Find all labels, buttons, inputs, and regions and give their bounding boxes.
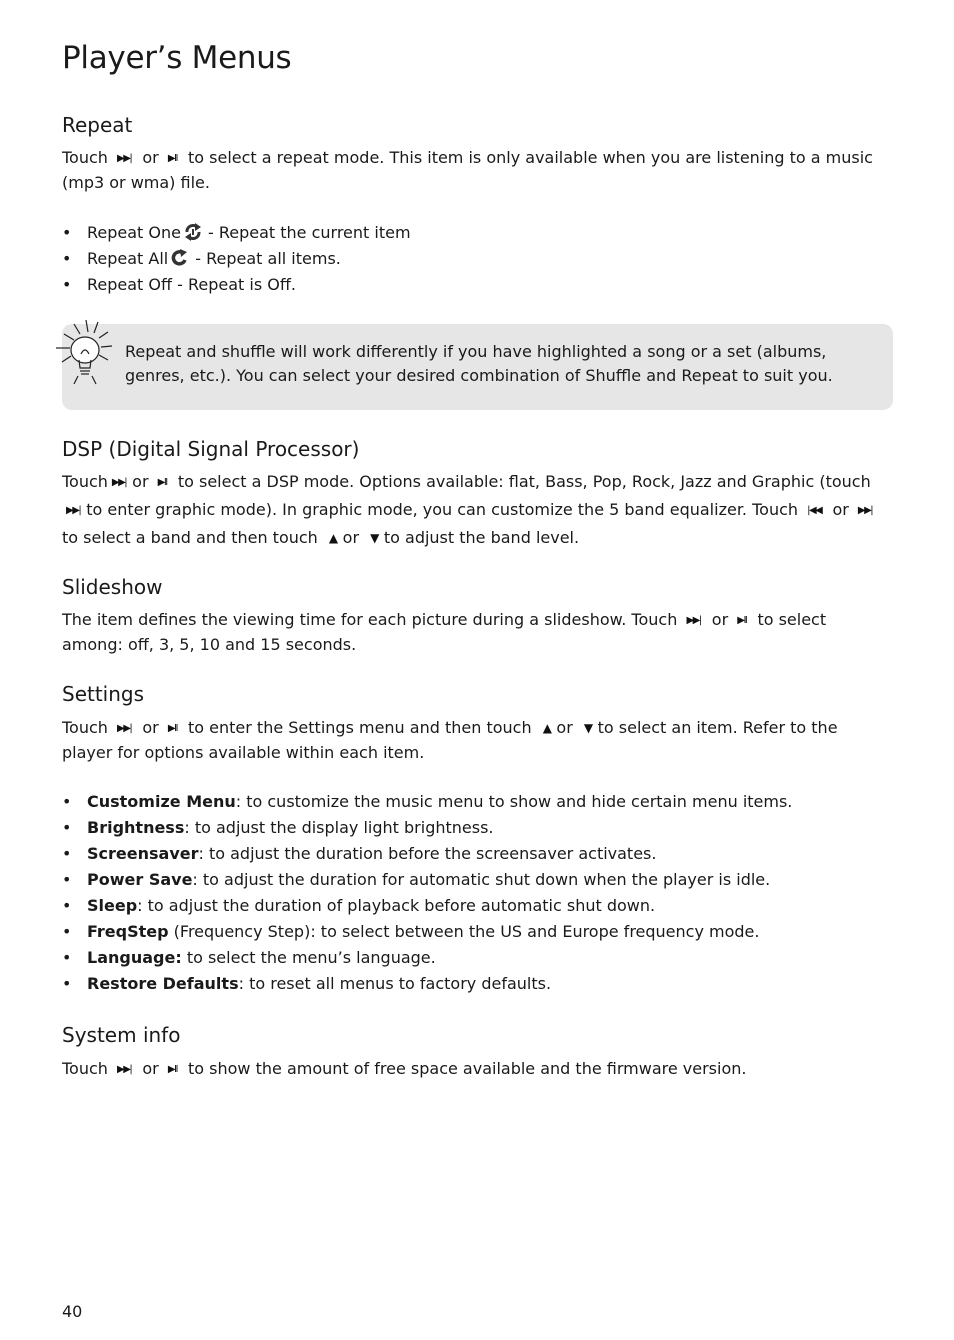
lightbulb-icon	[52, 316, 122, 386]
bullet: •	[62, 974, 72, 993]
next-icon: ▶▶|	[686, 615, 701, 626]
tip-box	[62, 324, 893, 410]
dsp-text: Touch ▶▶| or ▶II to select a DSP mode. Options available: flat, Bass, Pop, Rock, Jazz and Graphic (touch▶▶| to enter graphic mode). In graphic mode, you can customize the 5 band equalizer. Touch |◀◀ or ▶▶| to select a band and then touch ▲ or ▼ to adjust the band level.	[62, 468, 882, 552]
system-info-text: Touch ▶▶| or ▶II to show the amount of free space available and the firmware version.	[62, 1057, 882, 1082]
bullet: •	[62, 792, 72, 811]
list-item: • Repeat Off - Repeat is Off.	[62, 272, 892, 298]
list-item: • Screensaver: to adjust the duration before the screensaver activates.	[62, 841, 892, 867]
bullet: •	[62, 896, 72, 915]
list-item: • Repeat All - Repeat all items.	[62, 246, 892, 272]
slideshow-heading: Slideshow	[62, 575, 163, 599]
bullet: •	[62, 249, 72, 268]
slideshow-text: The item defines the viewing time for each picture during a slideshow. Touch ▶▶| or ▶II to select among: off, 3, 5, 10 and 15 seconds.	[62, 610, 827, 654]
list-item: • Brightness: to adjust the display light brightness.	[62, 815, 892, 841]
next-icon: ▶▶|	[117, 153, 132, 164]
next-icon: ▶▶|	[66, 505, 81, 516]
bullet: •	[62, 223, 72, 242]
down-arrow-icon: ▼	[583, 721, 592, 735]
previous-icon: |◀◀	[807, 505, 822, 516]
list-item: • Power Save: to adjust the duration for automatic shut down when the player is idle.	[62, 867, 892, 893]
play-pause-icon: ▶II	[167, 1064, 177, 1075]
bullet: •	[62, 948, 72, 967]
repeat-intro: Touch ▶▶| or ▶II to select a repeat mode. This item is only available when you are listening to a music (mp3 or wma) file.	[62, 148, 873, 192]
list-item: • Restore Defaults: to reset all menus to factory defaults.	[62, 971, 892, 997]
list-item: • Sleep: to adjust the duration of playback before automatic shut down.	[62, 893, 892, 919]
system-info-heading: System info	[62, 1023, 181, 1047]
bullet: •	[62, 844, 72, 863]
settings-heading: Settings	[62, 682, 145, 706]
page-number: 40	[62, 1302, 83, 1321]
repeat-all-icon	[171, 248, 189, 268]
bullet: •	[62, 922, 72, 941]
list-item: • Language: to select the menu’s language.	[62, 945, 892, 971]
settings-list	[62, 789, 892, 997]
settings-text: Touch ▶▶| or ▶II to enter the Settings menu and then touch ▲ or ▼ to select an item. Refer to the player for options available within each item.	[62, 718, 838, 762]
bullet: •	[62, 870, 72, 889]
list-item: • Customize Menu: to customize the music menu to show and hide certain menu items.	[62, 789, 892, 815]
repeat-one-icon	[184, 222, 202, 242]
up-arrow-icon: ▲	[542, 721, 551, 735]
repeat-heading: Repeat	[62, 113, 133, 137]
next-icon: ▶▶|	[117, 1064, 132, 1075]
up-arrow-icon: ▲	[328, 531, 337, 545]
page-title: Player’s Menus	[62, 40, 292, 76]
list-item: • FreqStep (Frequency Step): to select between the US and Europe frequency mode.	[62, 919, 892, 945]
repeat-list	[62, 220, 892, 298]
play-pause-icon: ▶II	[167, 153, 177, 164]
list-item: • Repeat One - Repeat the current item	[62, 220, 892, 246]
bullet: •	[62, 275, 72, 294]
down-arrow-icon: ▼	[370, 531, 378, 545]
bullet: •	[62, 818, 72, 837]
next-icon: ▶▶|	[857, 505, 873, 516]
tip-text: Repeat and shuffle will work differently if you have highlighted a song or a set (albums, genres, etc.). You can select your desired combination of Shuffle and Repeat to suit you.	[125, 342, 833, 385]
next-icon: ▶▶|	[117, 723, 132, 734]
play-pause-icon: ▶II	[737, 615, 747, 626]
dsp-heading: DSP (Digital Signal Processor)	[62, 437, 360, 461]
next-icon: ▶▶|	[111, 477, 127, 488]
play-pause-icon: ▶II	[167, 723, 177, 734]
play-pause-icon: ▶II	[157, 477, 167, 488]
